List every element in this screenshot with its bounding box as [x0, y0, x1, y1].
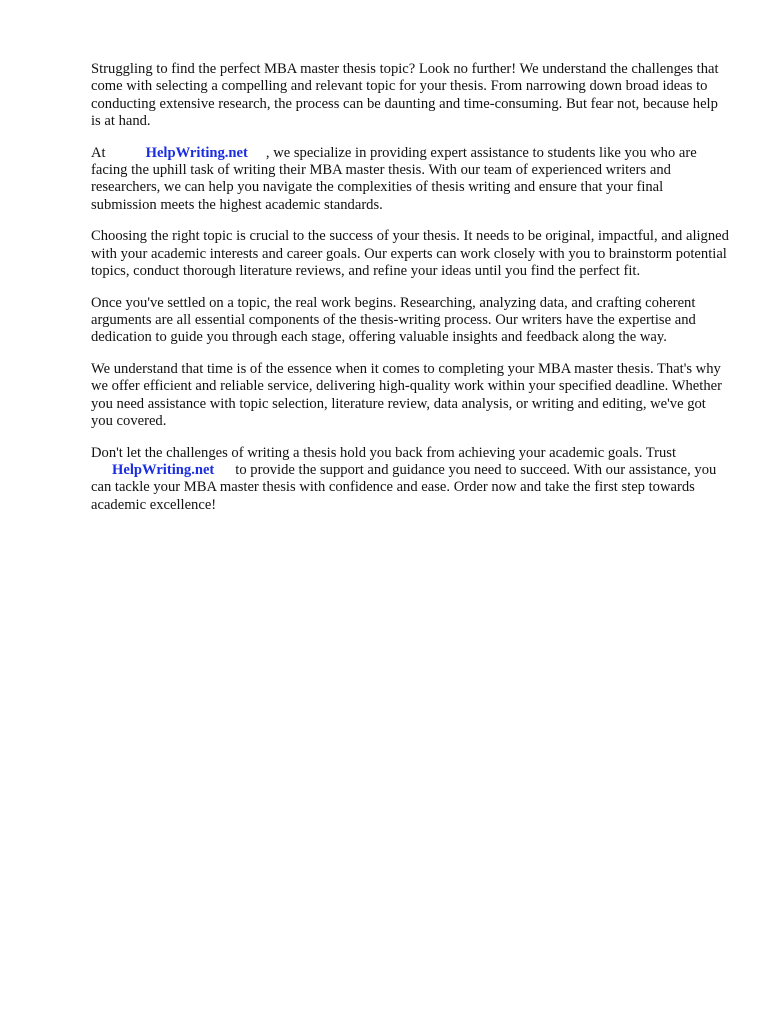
- paragraph-intro: Struggling to find the perfect MBA master thesis topic? Look no further! We understand the challenges that come with selecting a compelling and relevant topic for your thesis. From narrowing down broad ideas to conducting extensive research, the process can be daunting and time-consuming. But fear not, because help is at hand.: [91, 61, 719, 129]
- document-body: [91, 61, 731, 529]
- paragraph-research-work: Once you've settled on a topic, the real work begins. Researching, analyzing data, and crafting coherent arguments are all essential components of the thesis-writing process. Our writers have the expertise and dedication to guide you through each stage, offering valuable insights and feedback along the way.: [91, 294, 696, 346]
- helpwriting-link[interactable]: HelpWriting.net: [112, 462, 215, 479]
- paragraph-text-before-link: At: [91, 144, 106, 161]
- paragraph-text-after-link: to provide the support and guidance you need to succeed. With our assistance, you can tackle your MBA master thesis with confidence and ease. Order now and take the first step towards academic excellence!: [91, 462, 717, 513]
- paragraph-topic-choice: Choosing the right topic is crucial to the success of your thesis. It needs to be original, impactful, and aligned with your academic interests and career goals. Our experts can work closely with you to brainstorm potential topics, conduct thorough literature reviews, and refine your ideas until you find the perfect fit.: [91, 228, 729, 279]
- helpwriting-link[interactable]: HelpWriting.net: [145, 144, 248, 161]
- paragraph-service-intro: [91, 145, 731, 214]
- paragraph-text-after-link: , we specialize in providing expert assistance to students like you who are facing the uphill task of writing their MBA master thesis. With our team of experienced writers and researchers, we can help you navigate the complexities of thesis writing and ensure that your final submission meets the highest academic standards.: [91, 144, 697, 213]
- paragraph-text-before-link: Don't let the challenges of writing a thesis hold you back from achieving your academic goals. Trust: [91, 444, 677, 461]
- paragraph-timeliness: We understand that time is of the essence when it comes to completing your MBA master thesis. That's why we offer efficient and reliable service, delivering high-quality work within your specified deadline. Whether you need assistance with topic selection, literature review, data analysis, or writing and editing, we've got you covered.: [91, 361, 722, 430]
- paragraph-call-to-action: [91, 445, 731, 514]
